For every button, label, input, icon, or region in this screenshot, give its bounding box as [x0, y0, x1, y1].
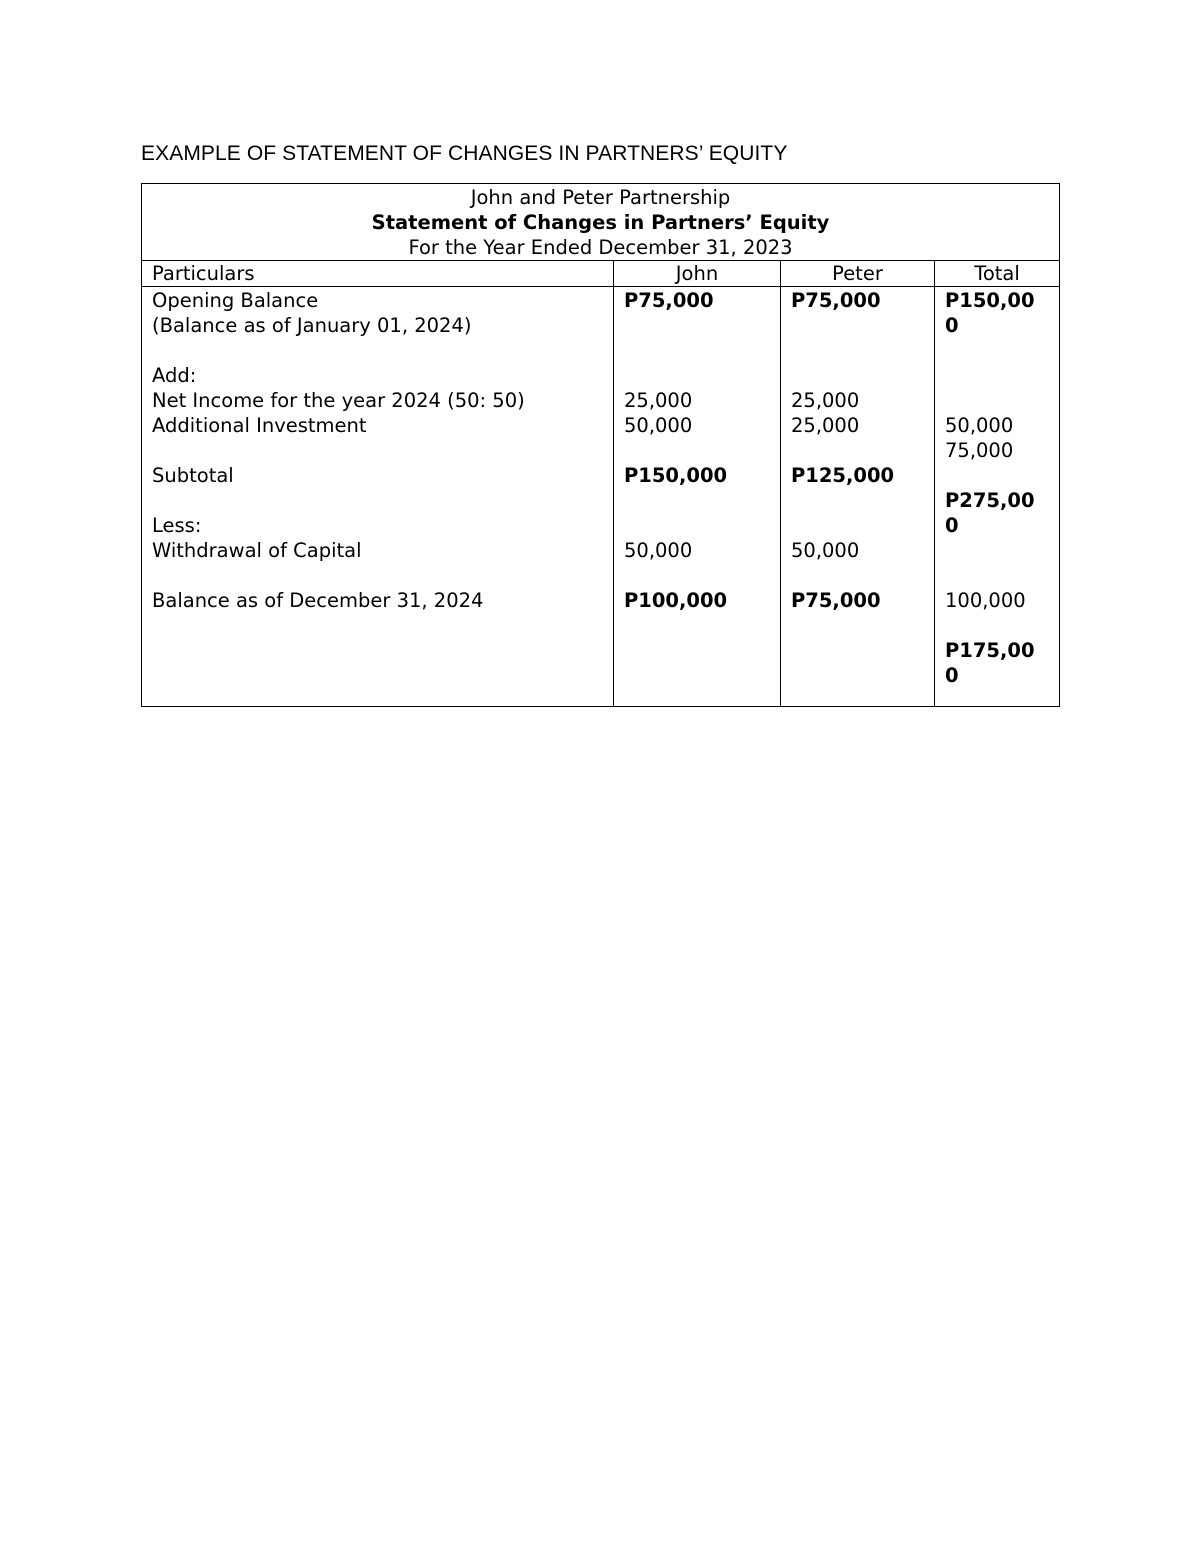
statement-body-row: [142, 287, 1060, 707]
peter-opening: P75,000: [791, 289, 881, 312]
spacer: [152, 338, 603, 363]
spacer: [791, 438, 924, 463]
label-opening-balance-note: (Balance as of January 01, 2024): [152, 314, 472, 337]
spacer: [791, 313, 924, 338]
label-less: Less:: [152, 514, 202, 537]
spacer: [624, 313, 770, 338]
label-subtotal: Subtotal: [152, 464, 234, 487]
total-closing-part1: P175,00: [945, 639, 1035, 662]
john-net-income: 25,000: [624, 389, 693, 412]
document-heading: EXAMPLE OF STATEMENT OF CHANGES IN PARTNERS’ EQUITY: [141, 142, 788, 165]
spacer: [945, 363, 1049, 388]
total-withdrawal: 100,000: [945, 589, 1026, 612]
john-closing: P100,000: [624, 589, 728, 612]
peter-column: [781, 287, 935, 707]
equity-statement-table: [141, 183, 1060, 707]
total-closing-part2: 0: [945, 664, 959, 687]
label-withdrawal: Withdrawal of Capital: [152, 539, 362, 562]
label-opening-balance: Opening Balance: [152, 289, 319, 312]
spacer: [945, 338, 1049, 363]
particulars-column: [142, 287, 614, 707]
peter-closing: P75,000: [791, 589, 881, 612]
spacer: [152, 563, 603, 588]
spacer: [791, 488, 924, 513]
total-opening-part2: 0: [945, 314, 959, 337]
peter-withdrawal: 50,000: [791, 539, 860, 562]
total-subtotal-part2: 0: [945, 514, 959, 537]
spacer: [945, 538, 1049, 563]
total-investment: 75,000: [945, 439, 1014, 462]
peter-investment: 25,000: [791, 414, 860, 437]
spacer: [624, 488, 770, 513]
john-opening: P75,000: [624, 289, 714, 312]
spacer: [945, 388, 1049, 413]
peter-net-income: 25,000: [791, 389, 860, 412]
total-net-income: 50,000: [945, 414, 1014, 437]
spacer: [945, 613, 1049, 638]
john-investment: 50,000: [624, 414, 693, 437]
column-header-row: [142, 261, 1060, 287]
spacer: [624, 338, 770, 363]
header-total: Total: [935, 261, 1060, 287]
spacer: [791, 363, 924, 388]
total-column: [935, 287, 1060, 707]
total-subtotal-part1: P275,00: [945, 489, 1035, 512]
spacer: [624, 513, 770, 538]
label-additional-investment: Additional Investment: [152, 414, 367, 437]
spacer: [791, 563, 924, 588]
spacer: [791, 513, 924, 538]
spacer: [791, 338, 924, 363]
statement-name: Statement of Changes in Partners’ Equity: [371, 211, 830, 234]
spacer: [624, 363, 770, 388]
header-peter: Peter: [781, 261, 935, 287]
label-closing-balance: Balance as of December 31, 2024: [152, 589, 484, 612]
spacer: [945, 563, 1049, 588]
total-opening-part1: P150,00: [945, 289, 1035, 312]
john-subtotal: P150,000: [624, 464, 728, 487]
spacer: [624, 563, 770, 588]
spacer: [945, 463, 1049, 488]
spacer: [152, 438, 603, 463]
peter-subtotal: P125,000: [791, 464, 895, 487]
label-net-income: Net Income for the year 2024 (50: 50): [152, 389, 525, 412]
john-withdrawal: 50,000: [624, 539, 693, 562]
statement-title-cell: [142, 184, 1060, 261]
header-john: John: [614, 261, 781, 287]
john-column: [614, 287, 781, 707]
spacer: [152, 488, 603, 513]
company-name: John and Peter Partnership: [470, 186, 731, 209]
statement-period: For the Year Ended December 31, 2023: [408, 236, 793, 259]
statement-title-row: [142, 184, 1060, 261]
label-add: Add:: [152, 364, 197, 387]
header-particulars: Particulars: [142, 261, 614, 287]
spacer: [624, 438, 770, 463]
